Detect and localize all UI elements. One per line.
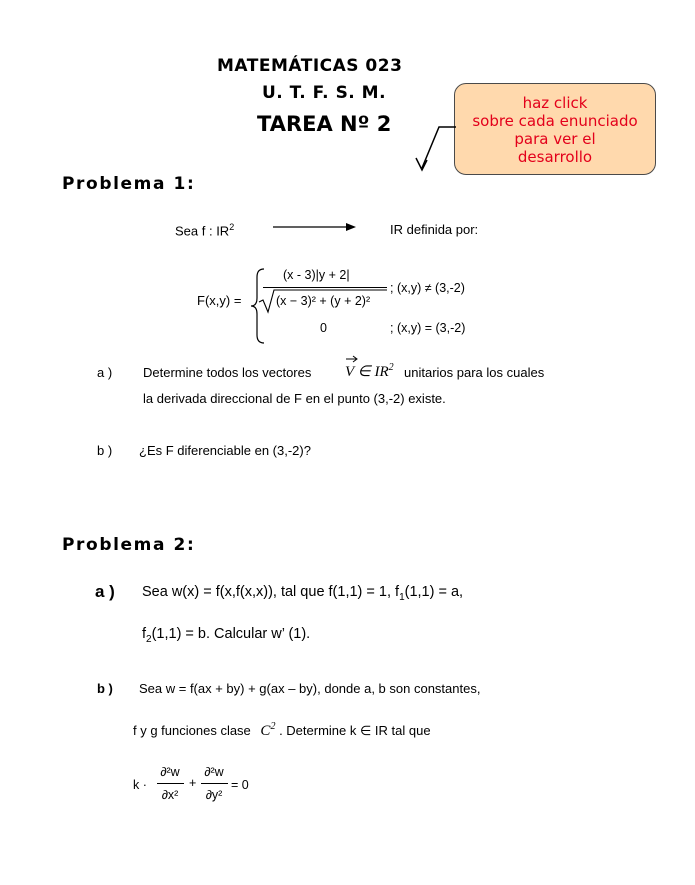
domain-exponent: 2: [229, 222, 235, 232]
problem-1-heading: Problema 1:: [62, 174, 196, 194]
vector-symbol: [345, 362, 394, 381]
university-name: U. T. F. S. M.: [262, 83, 387, 103]
problem-2b-line-2a-text: f y g funciones clase: [133, 723, 251, 738]
eq-fraction-bar-1: [157, 783, 184, 784]
problem-2a-line-1-text: Sea w(x) = f(x,f(x,x)), tal que f(1,1) = 1, f: [142, 584, 400, 600]
problem-2a-line-1: [142, 584, 463, 603]
course-title: MATEMÁTICAS 023: [217, 56, 403, 76]
mapping-arrow-icon: [272, 221, 358, 233]
callout-line-1: haz click: [522, 94, 588, 112]
problem-2a-line-2a-text: f: [142, 626, 147, 642]
problem-2b-line-2b-text: . Determine k ∈ IR tal que: [279, 723, 431, 738]
instruction-callout[interactable]: [454, 83, 656, 175]
class-exponent: 2: [270, 721, 276, 732]
callout-line-2: sobre cada enunciado: [472, 112, 638, 130]
domain-text: Sea f : IR: [175, 223, 230, 239]
vector-set: V ∈ IR: [345, 364, 389, 380]
vector-exponent: 2: [388, 362, 394, 373]
zero-value: 0: [320, 321, 327, 335]
part-a-label: a ): [97, 365, 113, 380]
eq-denominator-1: ∂x²: [161, 788, 179, 802]
assignment-title: TAREA Nº 2: [257, 112, 392, 136]
eq-denominator-2: ∂y²: [205, 788, 223, 802]
fraction-numerator: (x - 3)|y + 2|: [283, 268, 350, 282]
callout-line-4: desarrollo: [517, 148, 593, 166]
eq-rhs: = 0: [231, 778, 249, 792]
class-c-letter: C: [260, 723, 271, 739]
problem-2b-line-2: [133, 721, 431, 740]
eq-fraction-bar-2: [201, 783, 228, 784]
condition-1: ; (x,y) ≠ (3,-2): [390, 281, 465, 295]
eq-plus: +: [189, 776, 197, 790]
callout-line-3: para ver el: [514, 130, 596, 148]
class-symbol: [260, 723, 275, 739]
function-name: F(x,y) =: [197, 293, 242, 308]
problem-2a-line-2b-text: (1,1) = b. Calcular w’ (1).: [151, 626, 311, 642]
fraction-denominator: (x − 3)² + (y + 2)²: [276, 294, 371, 308]
part-a-text-2: la derivada direccional de F en el punto (3,-2) existe.: [143, 391, 446, 406]
partial-index-1: 1: [399, 591, 405, 603]
problem-2a-line-2: [142, 626, 310, 645]
problem-2a-label: a ): [95, 582, 115, 601]
partial-index-2: 2: [146, 633, 152, 645]
condition-2: ; (x,y) = (3,-2): [390, 321, 466, 335]
part-a-text-1b: unitarios para los cuales: [404, 365, 545, 380]
problem-2b-label: b ): [97, 681, 113, 696]
part-b-text: ¿Es F diferenciable en (3,-2)?: [139, 443, 311, 458]
callout-arrow-icon: [410, 118, 460, 178]
function-codomain: IR definida por:: [390, 222, 479, 237]
problem-2-heading: Problema 2:: [62, 535, 196, 555]
problem-2b-line-1: Sea w = f(ax + by) + g(ax – by), donde a, b son constantes,: [139, 681, 481, 696]
part-b-label: b ): [97, 443, 113, 458]
eq-numerator-1: ∂²w: [160, 765, 180, 779]
eq-numerator-2: ∂²w: [204, 765, 224, 779]
problem-2a-line-1b-text: (1,1) = a,: [404, 584, 464, 600]
eq-k: k ·: [133, 778, 147, 792]
function-domain: [175, 222, 234, 238]
part-a-text-1: Determine todos los vectores: [143, 365, 312, 380]
